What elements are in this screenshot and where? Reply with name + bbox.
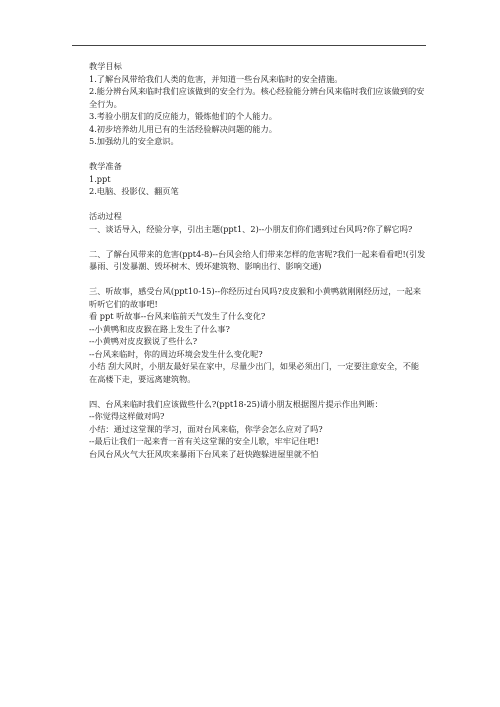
- process-title: 活动过程: [89, 211, 122, 221]
- process-step-2: 二、了解台风带来的危害(ppt4-8)--台风会给人们带来怎样的危害呢?我们一起来看看吧!(引发暴雨、引发暴潮、毁坏树木、毁坏建筑物、影响出行、影响交通): [89, 248, 426, 271]
- process-step-1: 一、谈话导入，经验分享，引出主题(ppt1、2)--小朋友们你们遇到过台风吗?你了解它吗?: [89, 223, 413, 234]
- document-body: [89, 60, 427, 460]
- step-4-line-1: --你觉得这样做对吗?: [89, 411, 165, 421]
- objective-1: 1.了解台风带给我们人类的危害，并知道一些台风来临时的安全措施。: [89, 73, 343, 84]
- preparation-1: 1.ppt: [89, 173, 111, 184]
- objective-2: 2.能分辨台风来临时我们应该做到的安全行为。核心经验能分辨台风来临时我们应该做到的安全行为。: [89, 86, 425, 109]
- process-step-3: 三、听故事，感受台风(ppt10-15)--你经历过台风吗?皮皮猴和小黄鸭就刚刚经历过，一起来听听它们的故事吧!: [89, 286, 422, 309]
- process-step-4: 四、台风来临时我们应该做些什么?(ppt18-25)请小朋友根据图片提示作出判断：: [89, 398, 383, 409]
- objective-3: 3.考验小朋友们的反应能力，锻炼他们的个人能力。: [89, 111, 277, 121]
- step-4-line-2: 小结：通过这堂课的学习，面对台风来临，你学会怎么应对了吗?: [89, 423, 323, 434]
- step-3-question-1: 看 ppt 听故事--台风来临前天气发生了什么变化?: [89, 311, 266, 321]
- preparation-title: 教学准备: [89, 161, 122, 171]
- step-3-summary: 小结 刮大风时，小朋友最好呆在家中，尽量少出门，如果必须出门，一定要注意安全，不能在高楼下走，要远离建筑物。: [89, 361, 420, 384]
- objective-4: 4.初步培养幼儿用已有的生活经验解决问题的能力。: [89, 123, 277, 134]
- objective-5: 5.加强幼儿的安全意识。: [89, 136, 179, 146]
- step-3-question-2: --小黄鸭和皮皮猴在路上发生了什么事?: [89, 323, 230, 334]
- step-3-question-3: --小黄鸭对皮皮猴说了些什么?: [89, 336, 198, 346]
- step-3-question-4: --台风来临时，你的周边环境会发生什么变化呢?: [89, 348, 263, 359]
- objectives-title: 教学目标: [89, 61, 122, 71]
- step-4-line-3: --最后让我们一起来背一首有关这堂课的安全儿歌，牢牢记住吧!: [89, 436, 319, 446]
- preparation-2: 2.电脑、投影仪、翻页笔: [89, 186, 179, 196]
- step-4-line-4: 台风台风火气大狂风吹来暴雨下台风来了赶快跑躲进屋里就不怕: [89, 448, 319, 459]
- header-rule: [72, 45, 426, 46]
